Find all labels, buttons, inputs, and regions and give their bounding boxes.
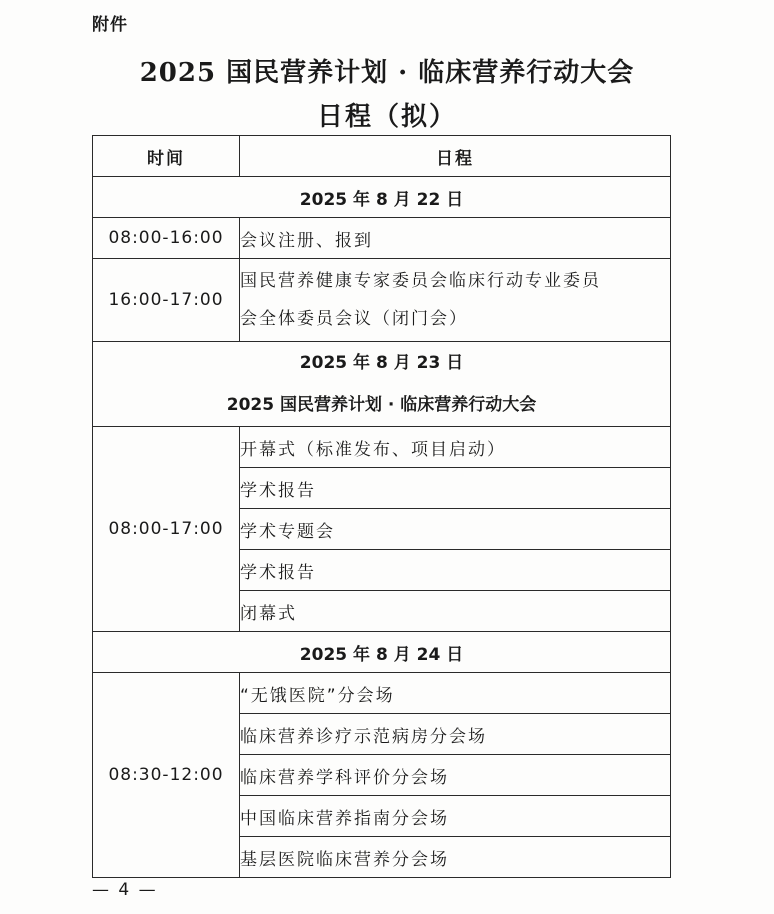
event-cell: 开幕式（标准发布、项目启动） bbox=[240, 427, 671, 468]
table-header-row bbox=[93, 136, 671, 177]
event-cell: 临床营养诊疗示范病房分会场 bbox=[240, 714, 671, 755]
event-line: 国民营养健康专家委员会临床行动专业委员 bbox=[240, 271, 601, 291]
date-cell: 2025 年 8 月 22 日 bbox=[93, 177, 671, 218]
date-text: 2025 年 8 月 23 日 bbox=[299, 353, 464, 373]
event-cell: “无饿医院”分会场 bbox=[240, 673, 671, 714]
time-cell: 08:00-16:00 bbox=[93, 218, 240, 259]
column-header-time: 时间 bbox=[93, 136, 240, 177]
event-cell: 闭幕式 bbox=[240, 591, 671, 632]
schedule-table bbox=[92, 135, 671, 878]
table-row bbox=[93, 673, 671, 714]
date-row-day1 bbox=[93, 177, 671, 218]
column-header-schedule: 日程 bbox=[240, 136, 671, 177]
event-cell: 学术报告 bbox=[240, 468, 671, 509]
time-cell: 16:00-17:00 bbox=[93, 259, 240, 342]
table-row bbox=[93, 259, 671, 342]
date-row-day2 bbox=[93, 342, 671, 427]
date-cell bbox=[93, 342, 671, 427]
event-cell: 学术专题会 bbox=[240, 509, 671, 550]
date-cell: 2025 年 8 月 24 日 bbox=[93, 632, 671, 673]
conference-name: 2025 国民营养计划 · 临床营养行动大会 bbox=[226, 395, 537, 415]
event-cell: 临床营养学科评价分会场 bbox=[240, 755, 671, 796]
event-line: 会全体委员会议（闭门会） bbox=[240, 309, 468, 329]
event-cell bbox=[240, 259, 671, 342]
event-cell: 学术报告 bbox=[240, 550, 671, 591]
time-cell: 08:30-12:00 bbox=[93, 673, 240, 878]
event-cell: 会议注册、报到 bbox=[240, 218, 671, 259]
event-cell: 中国临床营养指南分会场 bbox=[240, 796, 671, 837]
time-cell: 08:00-17:00 bbox=[93, 427, 240, 632]
table-row bbox=[93, 427, 671, 468]
attachment-label: 附件 bbox=[92, 15, 128, 35]
page-number: — 4 — bbox=[92, 880, 158, 900]
event-cell: 基层医院临床营养分会场 bbox=[240, 837, 671, 878]
date-row-day3 bbox=[93, 632, 671, 673]
document-title: 2025 国民营养计划 · 临床营养行动大会 bbox=[139, 58, 635, 88]
document-subtitle: 日程（拟） bbox=[316, 102, 457, 132]
table-row bbox=[93, 218, 671, 259]
